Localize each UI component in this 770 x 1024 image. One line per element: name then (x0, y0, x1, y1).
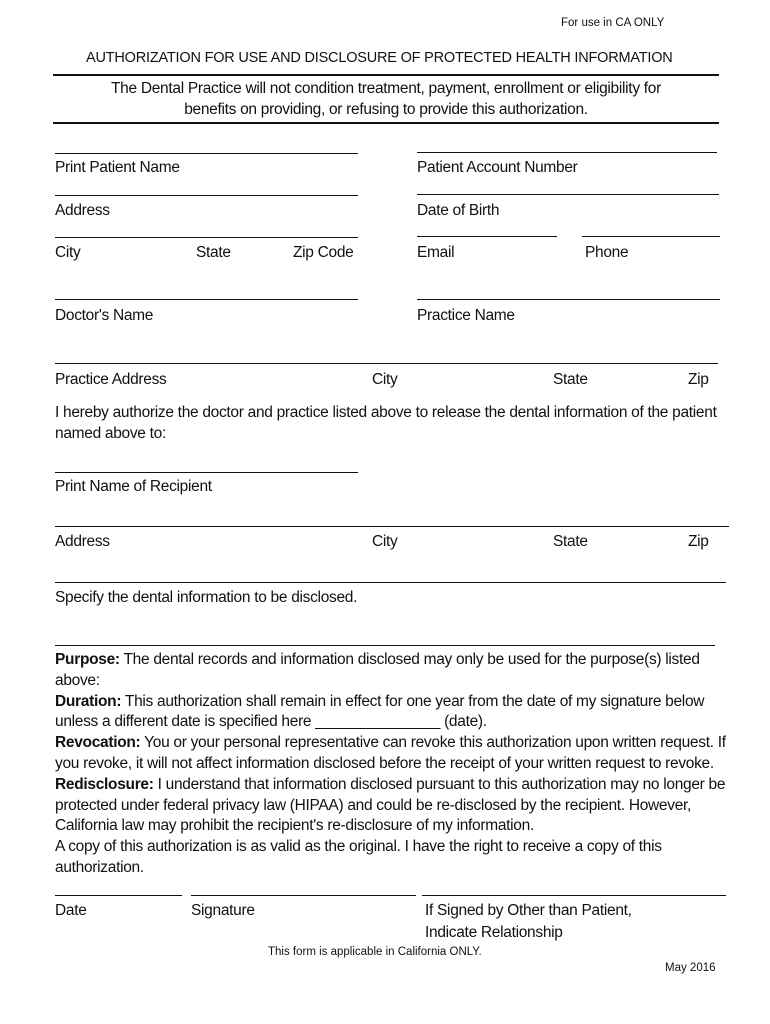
date-field[interactable] (55, 895, 182, 896)
recipient-address-field[interactable] (55, 526, 729, 527)
phone-label: Phone (585, 244, 629, 261)
relationship-label-line-2: Indicate Relationship (425, 924, 563, 941)
duration-heading: Duration: (55, 692, 122, 710)
date-label: Date (55, 902, 87, 919)
terms-section (55, 650, 745, 879)
form-title: AUTHORIZATION FOR USE AND DISCLOSURE OF PROTECTED HEALTH INFORMATION (86, 50, 673, 66)
purpose-paragraph (55, 650, 745, 692)
doctor-name-label: Doctor's Name (55, 307, 154, 324)
patient-state-label: State (196, 244, 231, 261)
account-number-field[interactable] (417, 152, 717, 153)
redisclosure-text: I understand that information disclosed pursuant to this authorization may no longer be protected under federal privacy law (HIPAA) and could be re-disclosed by the recipient. However, California law may prohibit the recipient's re-disclosure of my information. (55, 775, 726, 835)
disclosure-specify-label: Specify the dental information to be disclosed. (55, 589, 358, 606)
copy-paragraph: A copy of this authorization is as valid as the original. I have the right to receive a copy of this authorization. (55, 838, 662, 876)
recipient-address-label: Address (55, 533, 110, 550)
dob-label: Date of Birth (417, 202, 500, 219)
relationship-label-line-1: If Signed by Other than Patient, (425, 902, 632, 919)
revocation-paragraph (55, 733, 745, 775)
notice-divider (53, 122, 719, 124)
relationship-field[interactable] (422, 895, 726, 896)
patient-city-state-zip-field[interactable] (55, 237, 358, 238)
title-divider (53, 74, 719, 76)
duration-text: This authorization shall remain in effect for one year from the date of my signature below unless a different date is specified here _______________ (date). (55, 692, 705, 731)
revocation-text: You or your personal representative can revoke this authorization upon written request. If you revoke, it will not affect information disclosed before the receipt of your written request to revoke. (55, 734, 726, 772)
email-label: Email (417, 244, 455, 261)
practice-state-label: State (553, 371, 588, 388)
dob-field[interactable] (417, 194, 719, 195)
practice-name-label: Practice Name (417, 307, 515, 324)
doctor-name-field[interactable] (55, 299, 358, 300)
recipient-name-field[interactable] (55, 472, 358, 473)
patient-address-field[interactable] (55, 195, 358, 196)
patient-name-field[interactable] (55, 153, 358, 154)
patient-address-label: Address (55, 202, 110, 219)
purpose-text: The dental records and information disclosed may only be used for the purpose(s) listed above: (55, 651, 700, 689)
ca-only-note: For use in CA ONLY (561, 17, 665, 29)
recipient-city-label: City (372, 533, 398, 550)
california-applicable-note: This form is applicable in California ONLY. (268, 946, 482, 958)
email-field[interactable] (417, 236, 557, 237)
notice-line-1: The Dental Practice will not condition treatment, payment, enrollment or eligibility for (111, 80, 661, 97)
patient-zip-label: Zip Code (293, 244, 354, 261)
purpose-heading: Purpose: (55, 651, 120, 668)
patient-city-label: City (55, 244, 81, 261)
signature-label: Signature (191, 902, 255, 919)
form-version-date: May 2016 (665, 962, 716, 974)
redisclosure-paragraph (55, 775, 745, 837)
redisclosure-heading: Redisclosure: (55, 775, 154, 793)
phone-field[interactable] (582, 236, 720, 237)
disclosure-info-field-2[interactable] (55, 645, 715, 646)
practice-city-label: City (372, 371, 398, 388)
practice-address-field[interactable] (55, 363, 718, 364)
duration-paragraph (55, 692, 745, 734)
recipient-name-label: Print Name of Recipient (55, 478, 212, 495)
recipient-state-label: State (553, 533, 588, 550)
practice-address-label: Practice Address (55, 371, 167, 388)
account-number-label: Patient Account Number (417, 159, 578, 176)
revocation-heading: Revocation: (55, 734, 141, 752)
signature-field[interactable] (191, 895, 416, 896)
disclosure-info-field[interactable] (55, 582, 726, 583)
notice-line-2: benefits on providing, or refusing to provide this authorization. (184, 101, 588, 118)
patient-name-label: Print Patient Name (55, 159, 180, 176)
authorization-statement-line-1: I hereby authorize the doctor and practice listed above to release the dental information of the patient (55, 404, 717, 421)
practice-name-field[interactable] (417, 299, 720, 300)
authorization-statement-line-2: named above to: (55, 425, 166, 442)
recipient-zip-label: Zip (688, 533, 709, 550)
practice-zip-label: Zip (688, 371, 709, 388)
